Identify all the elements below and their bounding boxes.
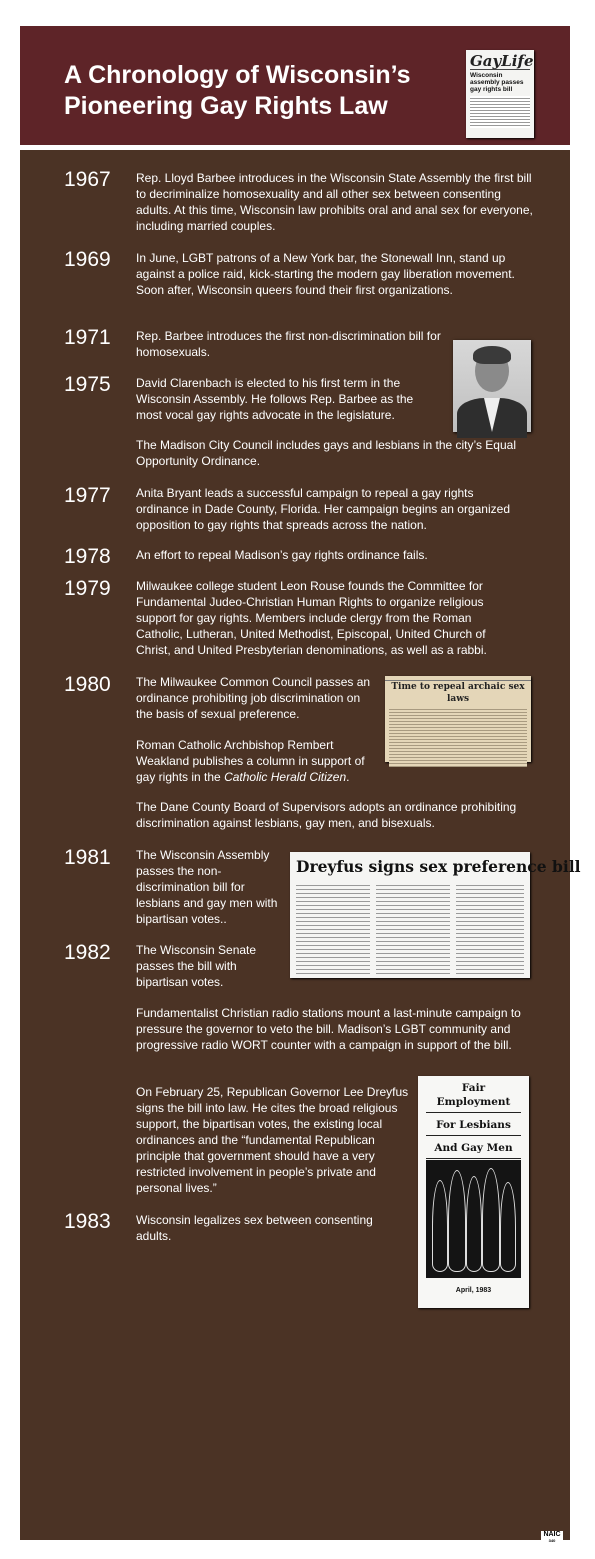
timeline-entry: On February 25, Republican Governor Lee Dreyfus signs the bill into law. He cites the broad religious support, the bipartisan votes, the existing local ordinances and the “fundamental Republican principle that government should have a very restricted involvement in people’s private and personal lives.”: [136, 1085, 409, 1195]
timeline-entry: In June, LGBT patrons of a New York bar, the Stonewall Inn, stand up against a police raid, kick-starting the modern gay liberation movement. Soon after, Wisconsin queers found their first organizations.: [136, 251, 515, 297]
year-label: 1969: [64, 248, 111, 271]
poster-date: April, 1983: [455, 1287, 492, 1294]
corner-logo-badge: [541, 1531, 563, 1545]
clipping-headline: Dreyfus signs sex preference bill: [296, 857, 581, 876]
entry-text-end: .: [346, 770, 350, 784]
timeline-entry: Milwaukee college student Leon Rouse founds the Committee for Fundamental Judeo-Christian Human Rights to organize religious support for gay rights. Members include clergy from the Roman Catholic, Lutheran, United Methodist, Episcopal, United Church of Christ, and United Presbyterian denominations, as well as a rabbi.: [136, 579, 487, 657]
poster-line: For Lesbians: [426, 1113, 521, 1136]
entry-text: Roman Catholic Archbishop Rembert Weakland publishes a column in support of gay rights in the: [136, 738, 365, 784]
clarenbach-portrait-photo: [453, 340, 531, 432]
timeline-entry: David Clarenbach is elected to his first term in the Wisconsin Assembly. He follows Rep. Barbee as the most vocal gay rights advocate in the legislature.: [136, 376, 414, 422]
year-label: 1980: [64, 673, 111, 696]
year-label: 1983: [64, 1210, 111, 1233]
poster-line: And Gay Men: [426, 1136, 521, 1159]
timeline-entry: The Wisconsin Senate passes the bill with bipartisan votes.: [136, 943, 257, 989]
year-label: 1975: [64, 373, 111, 396]
clipping-headline: Time to repeal archaic sex laws: [391, 682, 525, 704]
year-label: 1978: [64, 545, 111, 568]
clipping-text-columns: [296, 882, 524, 974]
gaylife-logo: GayLife: [470, 52, 534, 70]
timeline-entry: Anita Bryant leads a successful campaign to repeal a gay rights ordinance in Dade County, Florida. Her campaign begins an organized opposition to gay rights that spreads across the nation.: [136, 486, 510, 532]
poster-line: Fair Employment: [426, 1076, 521, 1113]
year-label: 1982: [64, 941, 111, 964]
publication-title: Catholic Herald Citizen: [224, 770, 347, 784]
year-label: 1971: [64, 326, 111, 349]
year-label: 1981: [64, 846, 111, 869]
dreyfus-signs-bill-clipping: [290, 852, 581, 978]
timeline-entry: Rep. Lloyd Barbee introduces in the Wisconsin State Assembly the first bill to decriminalize homosexuality and all other sex between consenting adults. At this time, Wisconsin law prohibits oral and anal sex for everyone, including married couples.: [136, 171, 533, 233]
timeline-entry: The Madison City Council includes gays and lesbians in the city’s Equal Opportunity Ordinance.: [136, 438, 516, 468]
fair-employment-poster: [418, 1076, 529, 1308]
timeline-entry: Wisconsin legalizes sex between consenting adults.: [136, 1213, 373, 1243]
repeal-sex-laws-clipping: [385, 676, 531, 762]
timeline-entry: The Milwaukee Common Council passes an ordinance prohibiting job discrimination on the basis of sexual preference.: [136, 675, 371, 721]
timeline-entry: The Dane County Board of Supervisors adopts an ordinance prohibiting discrimination against lesbians, gay men, and bisexuals.: [136, 800, 517, 830]
timeline-entry: The Wisconsin Assembly passes the non-discrimination bill for lesbians and gay men with bipartisan votes..: [136, 848, 278, 926]
badge-line: NAIC: [543, 1531, 561, 1538]
year-label: 1979: [64, 577, 111, 600]
year-label: 1977: [64, 484, 111, 507]
poster-crowd-illustration: [426, 1160, 521, 1278]
clipping-text-lines: [389, 707, 527, 767]
timeline-entry: Rep. Barbee introduces the first non-discrimination bill for homosexuals.: [136, 329, 441, 359]
timeline-entry: An effort to repeal Madison’s gay rights ordinance fails.: [136, 548, 428, 562]
newspaper-text-lines: [470, 96, 530, 128]
timeline-entry: [136, 737, 381, 785]
year-label: 1967: [64, 168, 111, 191]
gaylife-headline: Wisconsin assembly passes gay rights bill: [470, 72, 524, 93]
timeline-entry: Fundamentalist Christian radio stations mount a last-minute campaign to pressure the governor to veto the bill. Madison’s LGBT community and progressive radio WORT counter with a campaign in support of the bill.: [136, 1006, 521, 1052]
gaylife-newspaper-thumbnail: [466, 50, 534, 138]
badge-number: 340: [548, 1538, 556, 1543]
page-title: A Chronology of Wisconsin’s Pioneering Gay Rights Law: [64, 61, 411, 120]
title-banner: [20, 26, 570, 145]
